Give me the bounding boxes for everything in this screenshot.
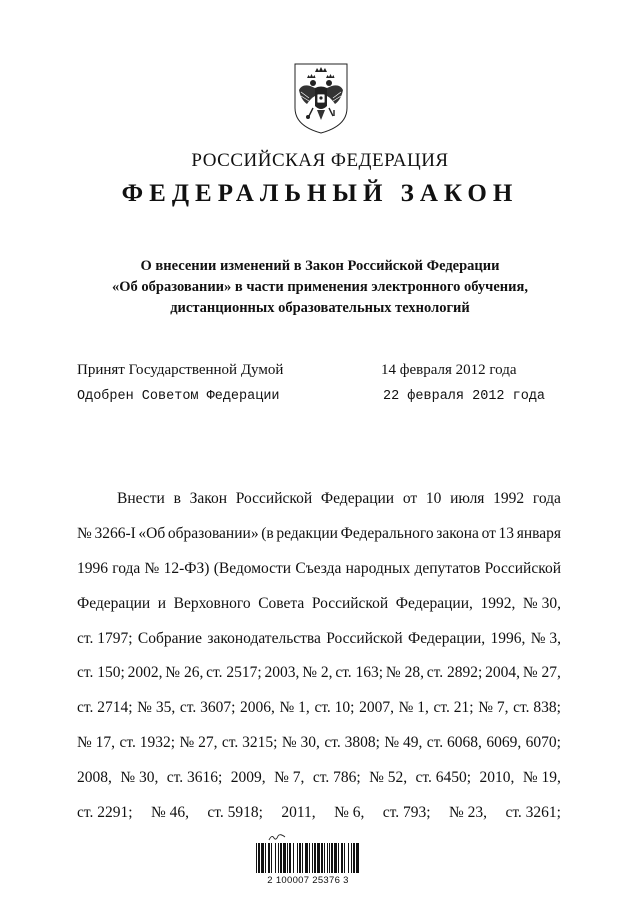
body-line: [77, 552, 561, 587]
body-word: ст. 10;: [314, 699, 355, 717]
body-word: 2004,: [485, 664, 521, 682]
body-word: ст. 163;: [335, 664, 384, 682]
body-word: закона: [436, 524, 479, 542]
body-word: № 2,: [302, 664, 333, 682]
body-word: года: [112, 559, 141, 577]
body-word: 6069,: [486, 734, 522, 752]
body-word: ст. 6450;: [415, 769, 472, 787]
body-word: Федерации: [320, 490, 395, 507]
barcode-number: 2 100007 25376 3: [267, 875, 349, 886]
body-word: № 7,: [478, 699, 509, 717]
body-line: [77, 587, 561, 622]
body-word: № 17,: [77, 734, 116, 752]
body-word: 10: [425, 490, 442, 507]
body-word: Собрание: [137, 629, 202, 647]
body-word: № 30,: [120, 769, 159, 787]
body-word: 2008,: [77, 769, 112, 787]
country-name: РОССИЙСКАЯ ФЕДЕРАЦИЯ: [191, 150, 449, 171]
body-word: Съезда: [295, 559, 342, 577]
body-word: от: [481, 524, 496, 542]
body-word: (Ведомости: [213, 559, 292, 577]
body-word: ст. 150;: [77, 664, 125, 682]
body-word: № 7,: [274, 769, 305, 787]
duma-adoption-label: Принят Государственной Думой: [77, 362, 284, 378]
body-word: января: [516, 524, 561, 542]
law-title-line: О внесении изменений в Закон Российской Федерации: [140, 258, 500, 274]
body-word: Федерации,: [408, 629, 486, 647]
body-word: 2009,: [230, 769, 266, 787]
body-word: ст. 838;: [513, 699, 561, 717]
body-word: ст. 21;: [433, 699, 474, 717]
body-word: ст. 3808;: [324, 734, 380, 752]
body-line: [77, 482, 561, 517]
handwritten-initials: [268, 833, 286, 841]
body-word: № 26,: [165, 664, 204, 682]
body-word: законодательства: [207, 629, 321, 647]
body-word: и: [157, 594, 167, 612]
body-word: образовании»: [167, 524, 259, 542]
body-line: [77, 691, 561, 726]
body-word: Российской: [311, 594, 389, 612]
body-line: [77, 622, 561, 657]
body-word: ст. 793;: [382, 804, 431, 822]
body-word: № 30,: [281, 734, 320, 752]
body-word: № 3,: [530, 629, 561, 647]
body-word: № 23,: [448, 804, 488, 822]
body-word: Федерации,: [395, 594, 473, 612]
body-word: №: [144, 559, 160, 577]
body-word: 12-ФЗ): [163, 559, 210, 577]
body-word: 2002,: [127, 664, 163, 682]
body-word: (в: [261, 524, 274, 542]
body-word: 2006,: [240, 699, 275, 717]
body-word: ст. 2291;: [77, 804, 133, 822]
body-word: Федерации: [77, 594, 151, 612]
body-word: ст. 786;: [312, 769, 361, 787]
body-word: № 35,: [137, 699, 176, 717]
body-word: ст. 2714;: [77, 699, 133, 717]
body-word: Верховного: [173, 594, 251, 612]
body-word: №: [77, 524, 92, 542]
body-word: ст. 6068,: [426, 734, 482, 752]
body-word: ст. 3261;: [505, 804, 561, 822]
law-title-line: «Об образовании» в части применения электронного обучения,: [112, 279, 528, 295]
body-word: ст. 1797;: [77, 629, 133, 647]
body-word: 1996: [77, 559, 108, 577]
council-approval-date: 22 февраля 2012 года: [383, 389, 546, 404]
body-line: [77, 726, 561, 761]
body-word: 6070;: [525, 734, 561, 752]
body-word: № 30,: [522, 594, 561, 612]
law-title-line: дистанционных образовательных технологий: [170, 300, 470, 316]
law-body-paragraph: [77, 482, 561, 831]
body-word: № 19,: [522, 769, 561, 787]
body-word: Российской: [326, 629, 403, 647]
body-word: от: [402, 490, 418, 507]
body-word: 1992,: [480, 594, 516, 612]
body-word: в: [173, 490, 181, 507]
law-title: [70, 256, 570, 319]
council-approval-label: Одобрен Советом Федерации: [77, 389, 280, 404]
body-word: ст. 2517;: [206, 664, 262, 682]
body-word: 13: [498, 524, 515, 542]
body-word: № 27,: [179, 734, 218, 752]
document-type: ФЕДЕРАЛЬНЫЙ ЗАКОН: [121, 180, 519, 207]
body-word: 2003,: [264, 664, 300, 682]
body-word: ст. 3607;: [179, 699, 236, 717]
body-word: ст. 2892;: [426, 664, 483, 682]
body-line: [77, 761, 561, 796]
body-word: № 1,: [279, 699, 310, 717]
body-word: года: [532, 490, 561, 507]
duma-adoption-date: 14 февраля 2012 года: [381, 362, 517, 378]
body-line: [77, 656, 561, 691]
body-word: № 27,: [522, 664, 561, 682]
body-word: ст. 5918;: [207, 804, 263, 822]
body-word: № 52,: [369, 769, 408, 787]
body-word: 1992: [493, 490, 525, 507]
body-word: ст. 3616;: [166, 769, 223, 787]
body-word: Федерального: [340, 524, 434, 542]
body-word: № 6,: [334, 804, 365, 822]
barcode: [254, 843, 362, 876]
body-word: Внести: [117, 490, 165, 507]
body-word: Закон: [189, 490, 228, 507]
body-line: [77, 517, 561, 552]
body-word: 2007,: [359, 699, 394, 717]
body-word: Российской: [235, 490, 313, 507]
body-word: № 49,: [384, 734, 423, 752]
body-word: 2011,: [281, 804, 316, 822]
body-word: 1996,: [490, 629, 526, 647]
body-word: 2010,: [479, 769, 515, 787]
body-word: ст. 1932;: [119, 734, 176, 752]
body-word: «Об: [138, 524, 166, 542]
body-word: № 1,: [398, 699, 429, 717]
body-line: [77, 796, 561, 831]
body-word: Совета: [258, 594, 305, 612]
body-word: июля: [450, 490, 485, 507]
body-word: Российской: [484, 559, 561, 577]
body-word: № 46,: [150, 804, 189, 822]
body-word: № 28,: [385, 664, 424, 682]
coat-of-arms-emblem: [289, 60, 353, 136]
body-word: редакции: [276, 524, 338, 542]
body-word: ст. 3215;: [221, 734, 278, 752]
body-word: народных: [345, 559, 411, 577]
body-word: депутатов: [414, 559, 481, 577]
body-word: 3266-I: [94, 524, 136, 542]
